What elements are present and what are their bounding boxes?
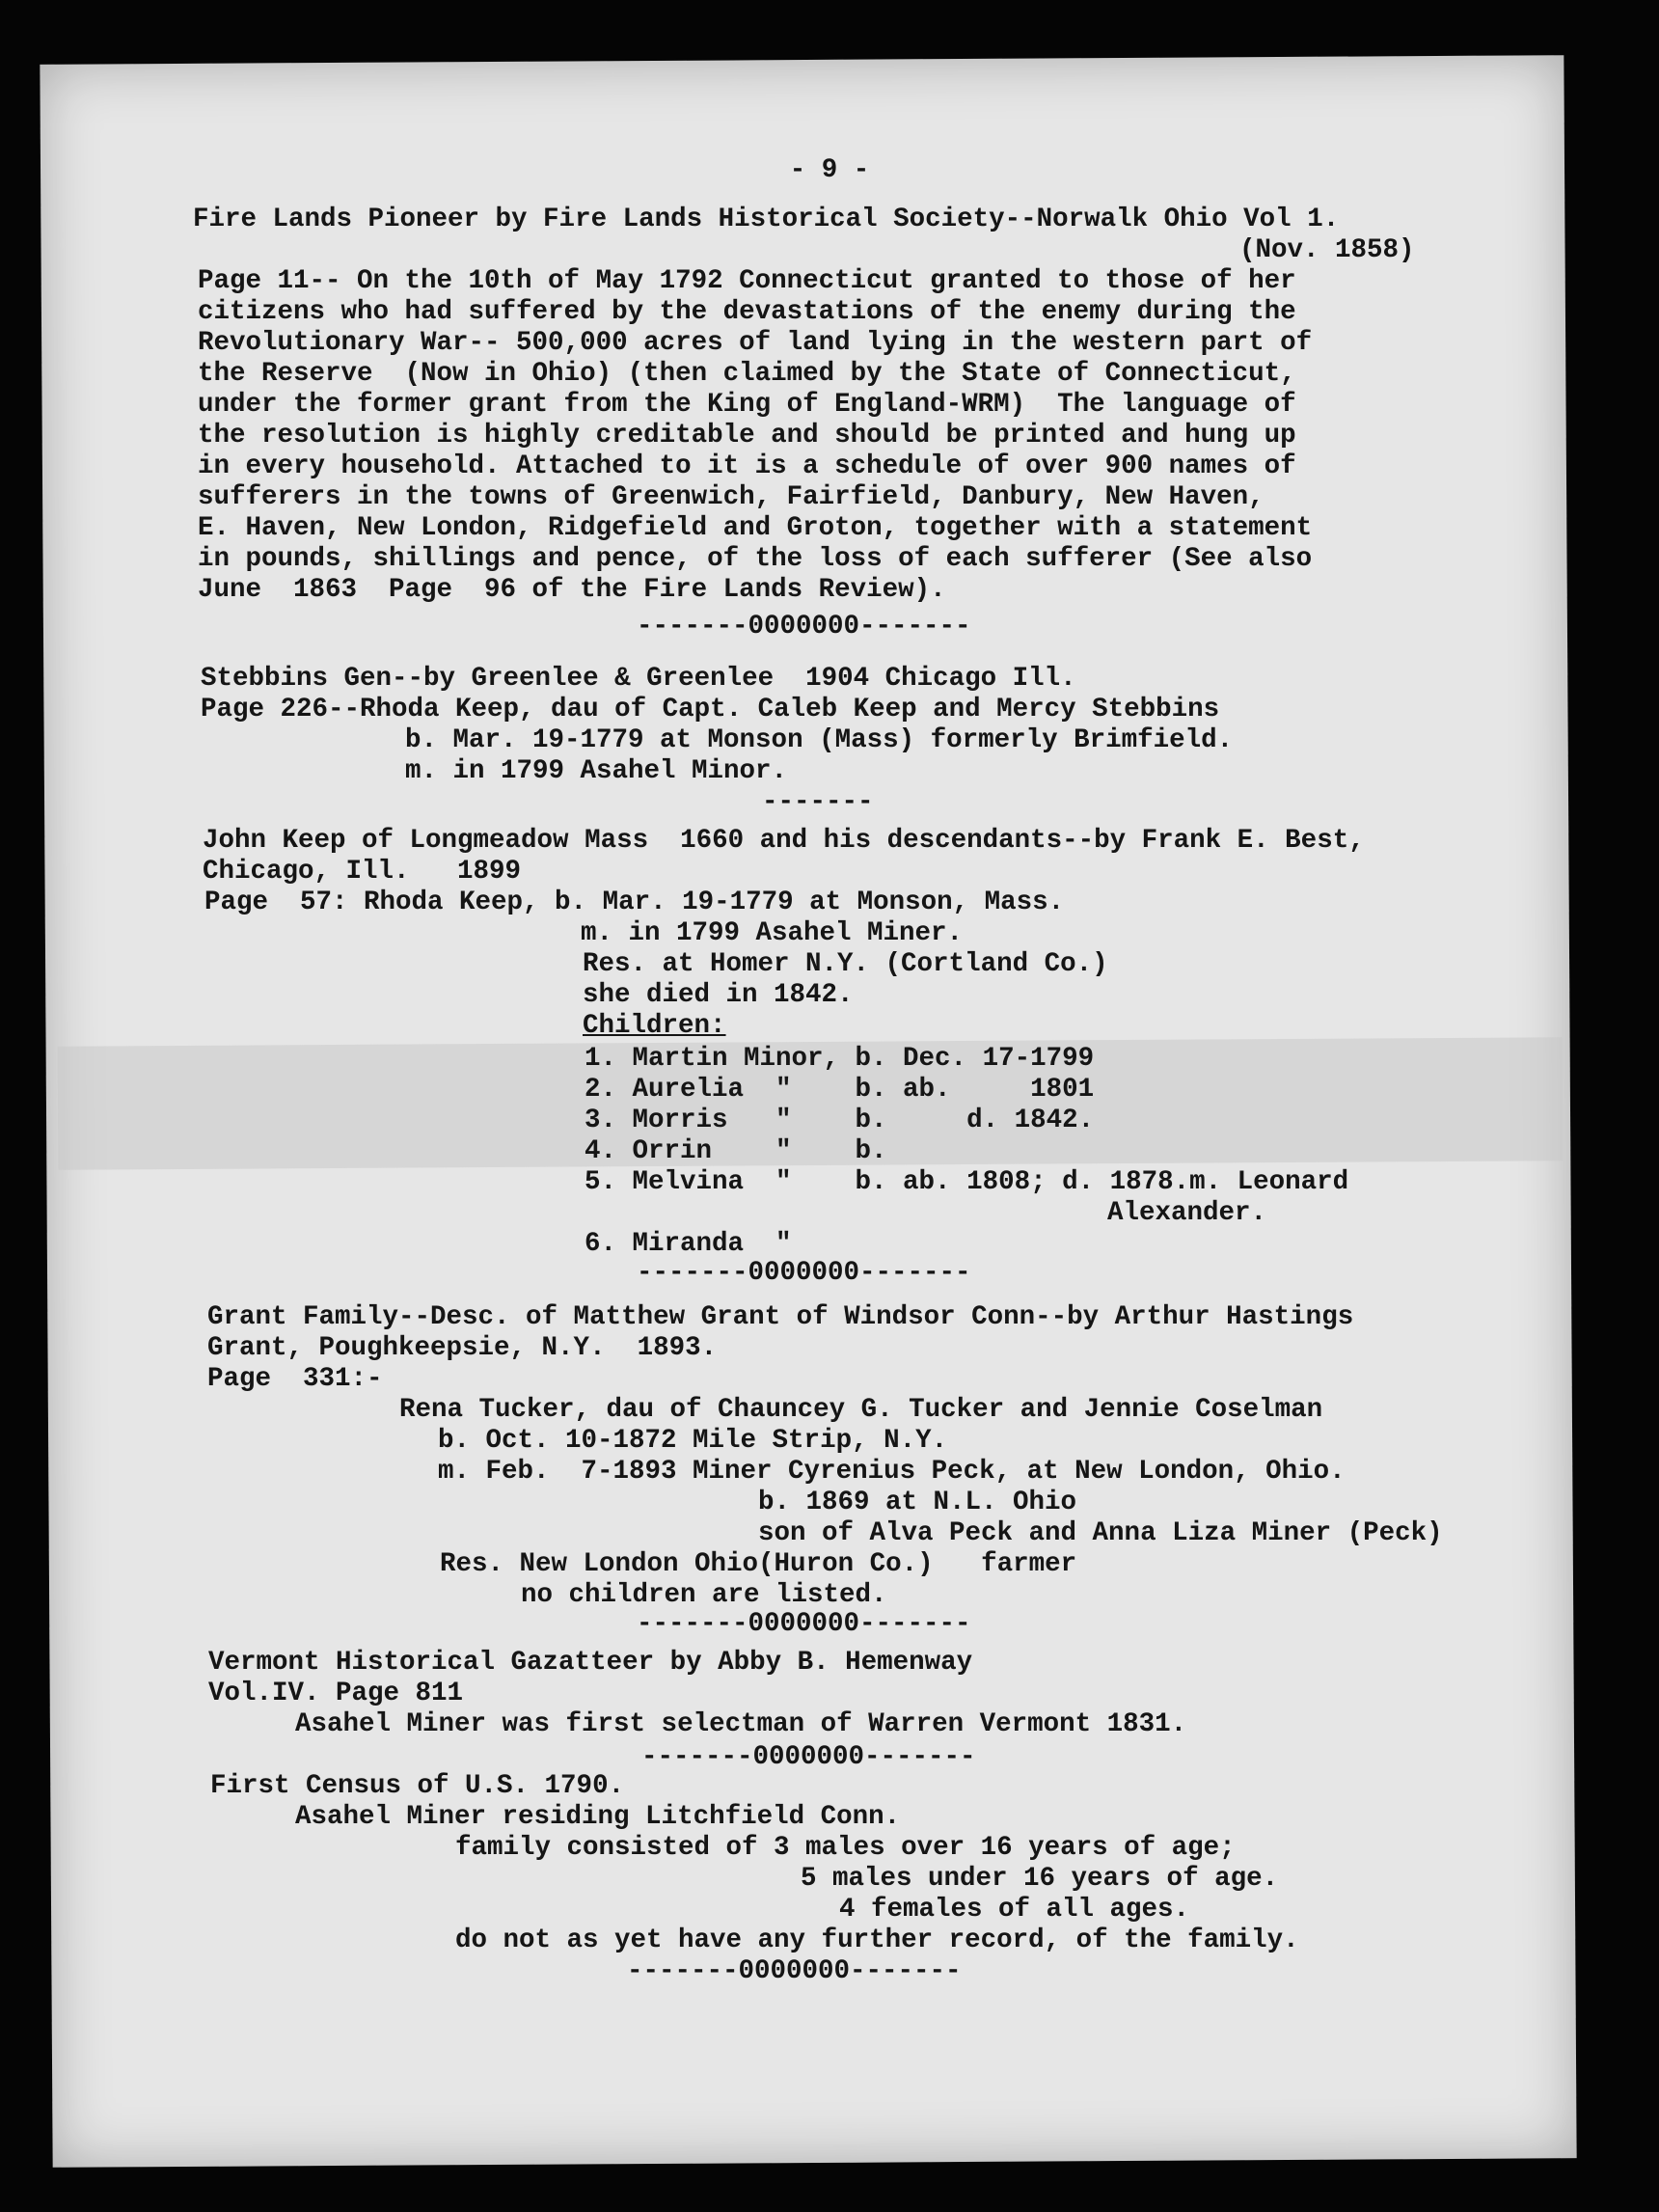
text-line: Vol.IV. Page 811 [208,1679,464,1708]
text-line: family consisted of 3 males over 16 years of age; [455,1833,1236,1863]
text-line: under the former grant from the King of England-WRM) The language of [198,390,1296,420]
text-line: 4 females of all ages. [839,1895,1190,1925]
separator: -------0000000------- [641,1742,976,1772]
text-line: Fire Lands Pioneer by Fire Lands Historical Society--Norwalk Ohio Vol 1. [193,205,1340,234]
text-line: Asahel Miner was first selectman of Warren Vermont 1831. [295,1709,1187,1739]
separator: -------0000000------- [637,1609,971,1639]
text-line: First Census of U.S. 1790. [210,1771,625,1801]
page-number: - 9 - [789,155,870,185]
child-entry: 4. Orrin " b. [585,1136,887,1166]
text-line: in pounds, shillings and pence, of the loss of each sufferer (See also [198,544,1313,574]
separator: ------- [762,787,874,817]
separator: -------0000000------- [637,612,971,642]
text-line: in every household. Attached to it is a schedule of over 900 names of [198,451,1296,481]
text-line: Vermont Historical Gazatteer by Abby B. Hemenway [208,1648,973,1678]
text-line: Asahel Miner residing Litchfield Conn. [295,1802,901,1832]
text-line: Rena Tucker, dau of Chauncey G. Tucker and Jennie Coselman [399,1395,1323,1425]
child-entry: 1. Martin Minor, b. Dec. 17-1799 [585,1044,1095,1074]
text-line: m. in 1799 Asahel Miner. [581,918,964,948]
text-line: Chicago, Ill. 1899 [203,857,522,887]
text-line: b. 1869 at N.L. Ohio [758,1488,1077,1517]
child-entry: 2. Aurelia " b. ab. 1801 [585,1075,1095,1105]
text-line: (Nov. 1858) [1239,235,1415,265]
text-line: Grant Family--Desc. of Matthew Grant of Windsor Conn--by Arthur Hastings [207,1302,1354,1332]
child-entry: 3. Morris " b. d. 1842. [585,1106,1095,1135]
text-line: Stebbins Gen--by Greenlee & Greenlee 1904 Chicago Ill. [201,664,1076,694]
text-line: b. Mar. 19-1779 at Monson (Mass) formerly Brimfield. [405,725,1234,755]
text-line: June 1863 Page 96 of the Fire Lands Review). [198,575,946,605]
text-line: sufferers in the towns of Greenwich, Fairfield, Danbury, New Haven, [198,482,1265,512]
text-line: no children are listed. [521,1580,887,1610]
text-line: m. Feb. 7-1893 Miner Cyrenius Peck, at New London, Ohio. [438,1457,1346,1487]
text-line: Page 57: Rhoda Keep, b. Mar. 19-1779 at Monson, Mass. [204,888,1065,917]
child-entry: 6. Miranda " [585,1229,792,1259]
text-line: the resolution is highly creditable and should be printed and hung up [198,421,1296,451]
text-line: 5 males under 16 years of age. [801,1864,1279,1894]
text-line: m. in 1799 Asahel Minor. [405,756,788,786]
text-line: do not as yet have any further record, of the family. [455,1925,1299,1955]
text-line: the Reserve (Now in Ohio) (then claimed by the State of Connecticut, [198,359,1296,389]
text-line: Page 226--Rhoda Keep, dau of Capt. Caleb Keep and Mercy Stebbins [201,695,1220,724]
text-line: Res. at Homer N.Y. (Cortland Co.) [583,949,1108,979]
child-entry: 5. Melvina " b. ab. 1808; d. 1878.m. Leonard [585,1167,1349,1197]
text-line: Res. New London Ohio(Huron Co.) farmer [440,1549,1077,1579]
text-line: John Keep of Longmeadow Mass 1660 and his descendants--by Frank E. Best, [203,826,1365,856]
text-line: citizens who had suffered by the devastations of the enemy during the [198,297,1296,327]
text-line: Grant, Poughkeepsie, N.Y. 1893. [207,1333,718,1363]
separator: -------0000000------- [637,1258,971,1288]
text-line: Revolutionary War-- 500,000 acres of land lying in the western part of [198,328,1313,358]
text-line: son of Alva Peck and Anna Liza Miner (Peck) [758,1518,1443,1548]
text-line: she died in 1842. [583,980,854,1010]
text-line: E. Haven, New London, Ridgefield and Groton, together with a statement [198,513,1313,543]
text-line: Page 331:- [207,1364,383,1394]
children-heading: Children: [583,1011,726,1041]
separator: -------0000000------- [627,1956,962,1986]
child-entry: Alexander. [1107,1198,1267,1228]
text-line: Page 11-- On the 10th of May 1792 Connecticut granted to those of her [198,266,1296,296]
text-line: b. Oct. 10-1872 Mile Strip, N.Y. [438,1426,948,1456]
